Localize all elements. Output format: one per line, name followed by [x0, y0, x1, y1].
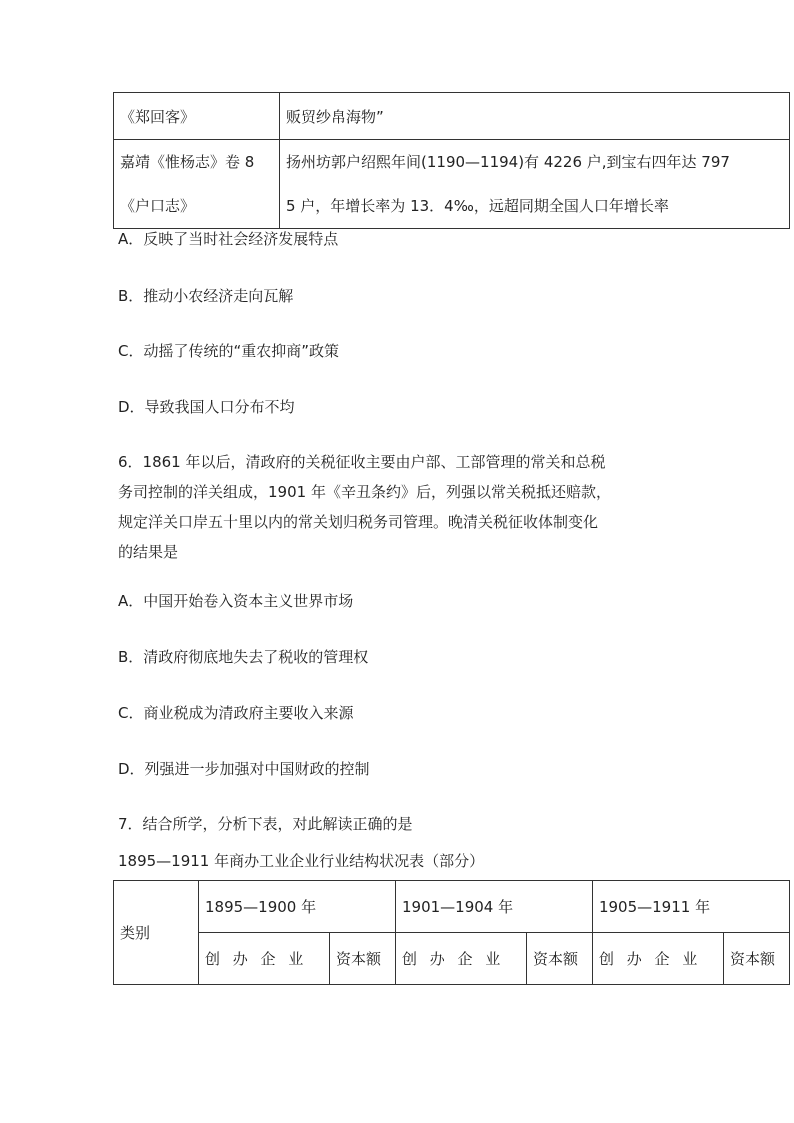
table-row: [114, 93, 790, 140]
sub-header: 资本额: [724, 933, 790, 985]
source-line: 《户口志》: [120, 197, 196, 215]
content-line: 5 户，年增长率为 13．4‰，远超同期全国人口年增长率: [286, 197, 669, 215]
q6-stem: [118, 447, 611, 567]
sub-header: 资本额: [527, 933, 593, 985]
source-table: [113, 92, 790, 229]
table-row: [114, 140, 790, 229]
q5-option-a: A．反映了当时社会经济发展特点: [118, 230, 339, 248]
period-header: 1905—1911 年: [592, 881, 789, 933]
stem-line: 规定洋关口岸五十里以内的常关划归税务司管理。晚清关税征收体制变化: [118, 513, 599, 531]
period-header: 1895—1900 年: [199, 881, 396, 933]
period-header: 1901—1904 年: [395, 881, 592, 933]
sub-header: 资本额: [330, 933, 396, 985]
q6-option-a: A．中国开始卷入资本主义世界市场: [118, 592, 354, 610]
q5-option-d: D．导致我国人口分布不均: [118, 398, 295, 416]
stem-line: 的结果是: [118, 543, 179, 561]
q7-table-title: 1895—1911 年商办工业企业行业结构状况表（部分）: [118, 852, 485, 870]
industry-table: [113, 880, 790, 985]
content-line: 扬州坊郭户绍熙年间(1190—1194)有 4226 户,到宝右四年达 797: [286, 153, 730, 171]
q6-option-d: D．列强进一步加强对中国财政的控制: [118, 760, 370, 778]
sub-header: 创 办 企 业: [592, 933, 723, 985]
sub-header: 创 办 企 业: [395, 933, 526, 985]
category-header: 类别: [114, 881, 199, 985]
q6-option-c: C．商业税成为清政府主要收入来源: [118, 704, 354, 722]
content-cell: 贩贸纱帛海物”: [280, 93, 790, 140]
q6-option-b: B．清政府彻底地失去了税收的管理权: [118, 648, 369, 666]
q5-option-c: C．动摇了传统的“重农抑商”政策: [118, 342, 340, 360]
table-row: [114, 933, 790, 985]
sub-header: 创 办 企 业: [199, 933, 330, 985]
stem-line: 6．1861 年以后，清政府的关税征收主要由户部、工部管理的常关和总税: [118, 453, 606, 471]
content-cell: [280, 140, 790, 229]
q7-stem: 7．结合所学，分析下表，对此解读正确的是: [118, 815, 413, 833]
source-cell: [114, 140, 280, 229]
source-line: 嘉靖《惟杨志》卷 8: [120, 153, 255, 171]
table-row: [114, 881, 790, 933]
stem-line: 务司控制的洋关组成，1901 年《辛丑条约》后，列强以常关税抵还赔款，: [118, 483, 611, 501]
q5-option-b: B．推动小农经济走向瓦解: [118, 287, 294, 305]
source-cell: 《郑回客》: [114, 93, 280, 140]
